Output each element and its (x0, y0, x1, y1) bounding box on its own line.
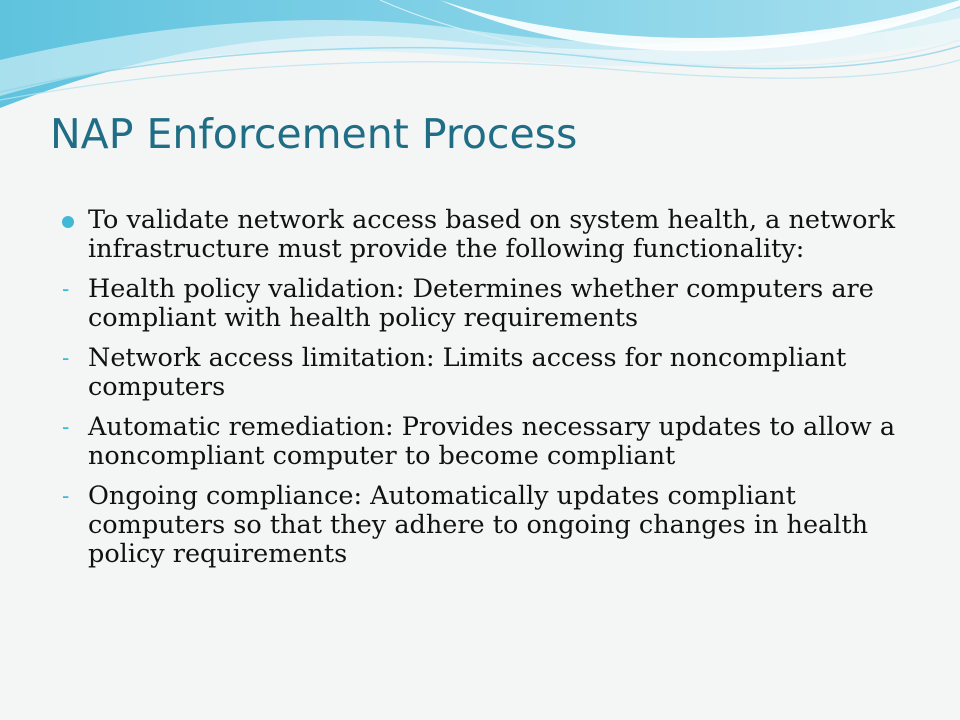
list-item (60, 344, 900, 402)
list-item-text: Automatic remediation: Provides necessary updates to allow a noncompliant computer to become compliant (88, 412, 896, 471)
list-item-text: Network access limitation: Limits access for noncompliant computers (88, 343, 847, 402)
list-item-text: Ongoing compliance: Automatically updates compliant computers so that they adhere to ongoing changes in health policy requirements (88, 481, 869, 569)
dash-marker: - (62, 414, 70, 439)
dash-marker: - (62, 276, 70, 301)
list-item-text: To validate network access based on system health, a network infrastructure must provide the following functionality: (88, 205, 896, 264)
slide-title: NAP Enforcement Process (50, 110, 578, 158)
list-item (60, 275, 900, 333)
list-item (60, 206, 900, 264)
bullet-list (60, 206, 900, 580)
list-item (60, 482, 900, 569)
dash-marker: - (62, 345, 70, 370)
dash-marker: - (62, 483, 70, 508)
list-item (60, 413, 900, 471)
bullet-dot-icon (62, 216, 74, 228)
list-item-text: Health policy validation: Determines whether computers are compliant with health policy requirements (88, 274, 874, 333)
